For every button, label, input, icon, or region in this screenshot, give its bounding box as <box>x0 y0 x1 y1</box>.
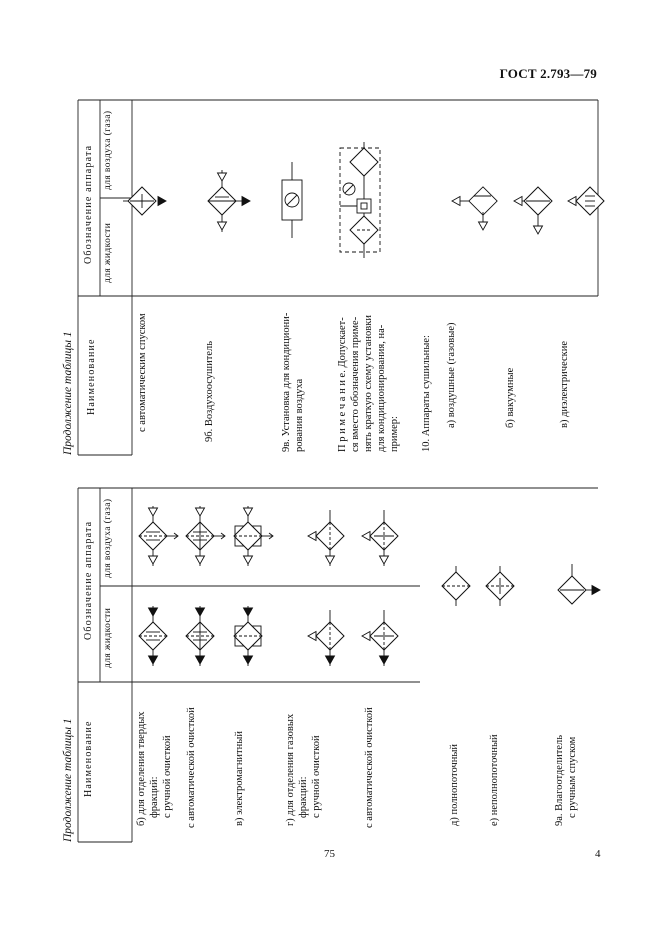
symbol-auto-drain <box>123 187 166 215</box>
symbol-9b-air-dryer <box>208 170 250 232</box>
symbol-b-manual-gas <box>139 506 178 566</box>
left-row-2: с автоматической очисткой <box>186 707 197 828</box>
left-table-continuation: Продолжение таблицы 1 <box>62 718 74 842</box>
right-row-3-line-1: 9в. Установка для кондициони- <box>281 312 292 452</box>
left-col-liquid-header: для жидкости <box>103 607 113 668</box>
right-row-7: в) диэлектрические <box>559 340 570 428</box>
standard-number: ГОСТ 2.793—79 <box>499 66 597 81</box>
left-row-7: е) неполнопоточный <box>489 734 500 826</box>
right-row-6: б) вакуумные <box>505 367 516 428</box>
left-row-6: д) полнопоточный <box>449 743 460 826</box>
left-col-name-header: Наименование <box>83 720 94 797</box>
left-row-5: с автоматической очисткой <box>364 707 375 828</box>
right-row-5-line-2: а) воздушные (газовые) <box>446 322 457 428</box>
symbol-v-electromagnetic-gas <box>234 506 273 566</box>
left-row-1-line-1: б) для отделения твердых <box>136 711 147 826</box>
left-row-8-line-2: с ручным спуском <box>567 736 578 818</box>
symbol-g-manual-gas <box>308 510 344 566</box>
right-row-3-line-2: рования воздуха <box>294 378 305 452</box>
left-row-4-line-1: г) для отделения газовых <box>285 713 296 826</box>
left-row-1-line-2: фракций: <box>149 776 160 818</box>
left-row-3: в) электромагнитный <box>234 731 245 826</box>
symbol-note-conditioning-scheme <box>340 142 380 258</box>
right-note-line-5: пример: <box>389 416 400 452</box>
left-col-symbol-header: Обозначение аппарата <box>83 520 94 640</box>
left-row-4-line-3: с ручной очисткой <box>311 735 322 818</box>
symbol-b-auto-gas <box>186 506 225 566</box>
symbol-b-manual-liquid <box>139 606 167 666</box>
symbol-g-manual-liquid <box>308 610 344 666</box>
right-col-symbol-header: Обозначение аппарата <box>83 144 94 264</box>
left-col-gas-header: для воздуха (газа) <box>103 498 113 578</box>
left-row-1-line-3: с ручной очисткой <box>162 735 173 818</box>
right-row-5-line-1: 10. Аппараты сушильные: <box>421 335 432 452</box>
right-col-name-header: Наименование <box>86 338 97 415</box>
right-col-gas-header: для воздуха (газа) <box>103 110 113 190</box>
symbol-g-auto-liquid <box>362 610 398 666</box>
page-number-left: 75 <box>324 848 335 860</box>
right-table-continuation: Продолжение таблицы 1 <box>62 331 74 455</box>
symbol-v-electromagnetic-liquid <box>234 606 262 666</box>
right-note-line-1: П р и м е ч а н и е. Допускает- <box>337 317 348 452</box>
right-note-line-2: ся вместо обозначения приме- <box>350 316 361 452</box>
page-number-right: 4 <box>595 848 601 860</box>
symbol-d-full-flow <box>442 566 470 606</box>
symbol-e-partial-flow <box>486 566 514 606</box>
left-row-4-line-2: фракций: <box>298 776 309 818</box>
right-row-1: с автоматическим спуском <box>137 313 148 432</box>
right-note-line-3: нять краткую схему установки <box>363 315 374 452</box>
symbol-10a-air-dryer <box>452 187 497 230</box>
symbol-b-auto-liquid <box>186 606 214 666</box>
symbol-9a-manual <box>558 564 600 604</box>
right-col-liquid-header: для жидкости <box>103 222 113 283</box>
symbol-g-auto-gas <box>362 510 398 566</box>
symbol-10v-dielectric <box>568 187 604 215</box>
left-row-8-line-1: 9а. Влагоотделитель <box>554 734 565 826</box>
right-row-2: 9б. Воздухоосушитель <box>204 340 215 442</box>
symbol-9v-conditioning-unit <box>282 162 302 238</box>
symbol-10b-vacuum <box>514 187 552 234</box>
right-note-line-4: для кондиционирования, на- <box>376 324 387 452</box>
